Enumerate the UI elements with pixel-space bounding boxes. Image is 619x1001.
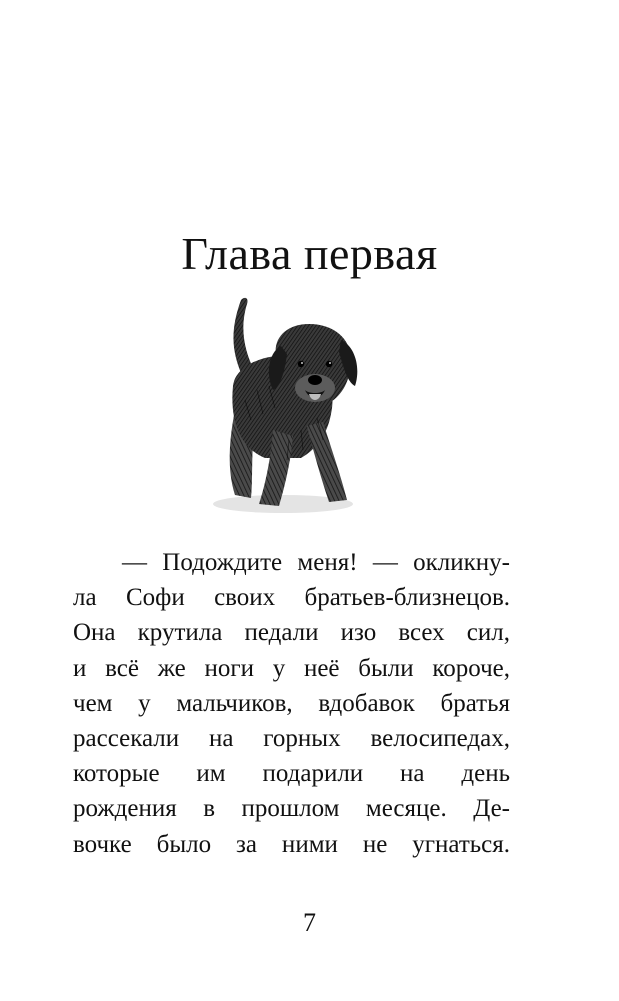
text-line: чем у мальчиков, вдобавок братья <box>73 689 510 717</box>
text-line: — Подождите меня! — окликну- <box>122 549 510 576</box>
text-line: ла Софи своих братьев-близнецов. <box>73 584 510 612</box>
text-line: и всё же ноги у неё были короче, <box>73 654 510 682</box>
text-line: вочке было за ними не угнаться. <box>73 830 510 858</box>
chapter-text <box>73 545 510 862</box>
text-line: рождения в прошлом месяце. Де- <box>73 795 510 823</box>
chapter-title: Глава первая <box>181 228 438 279</box>
text-line: рассекали на горных велосипедах, <box>73 724 510 752</box>
text-line: Она крутила педали изо всех сил, <box>73 619 510 647</box>
text-line: которые им подарили на день <box>73 760 510 788</box>
page-number: 7 <box>303 908 316 937</box>
puppy-illustration <box>205 290 365 522</box>
